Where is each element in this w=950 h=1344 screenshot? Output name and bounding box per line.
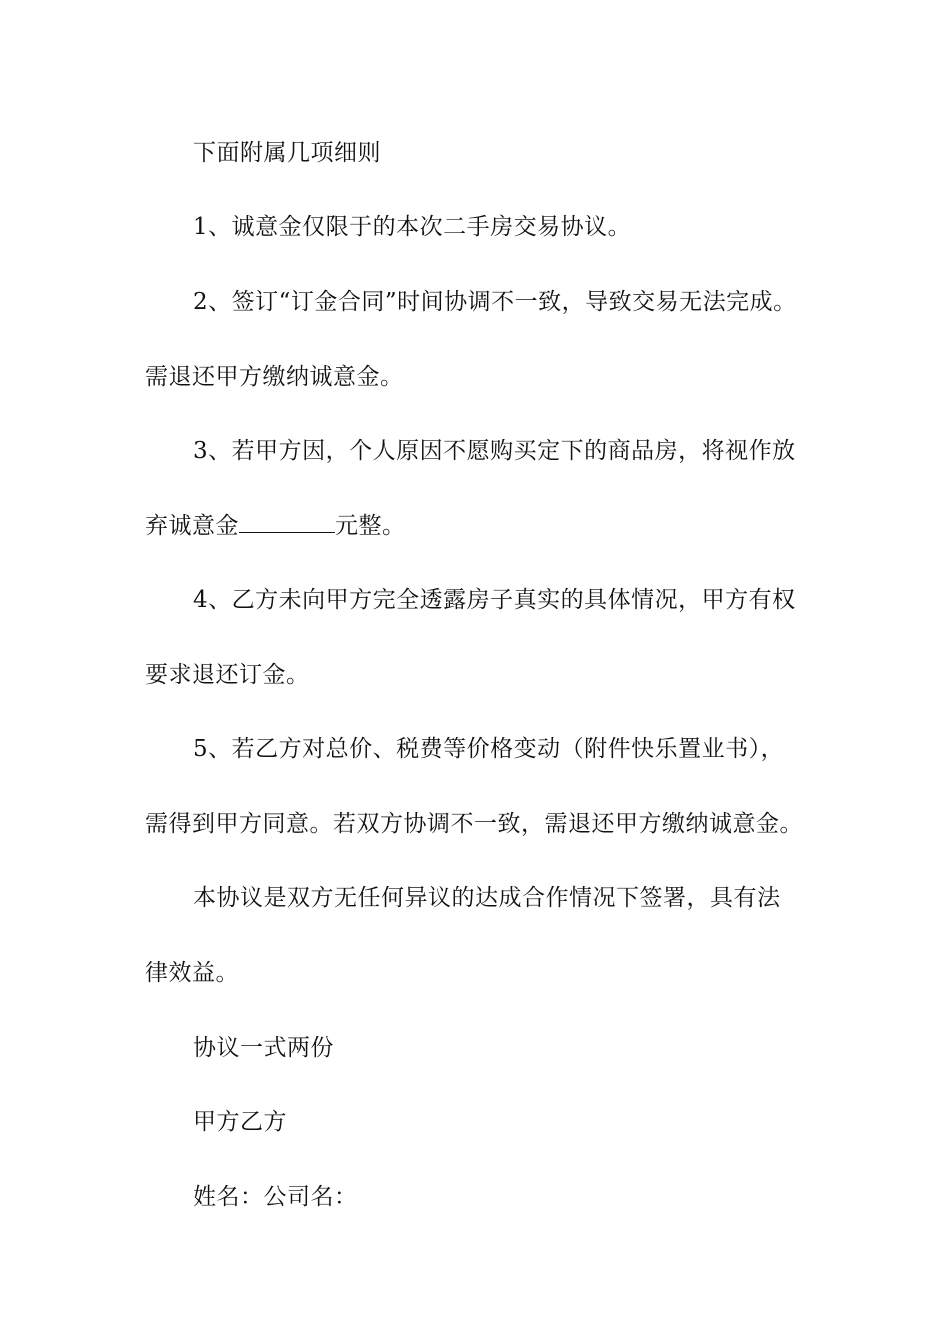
closing-line-1: 本协议是双方无任何异议的达成合作情况下签署，具有法 [193,885,781,911]
closing-line-2: 律效益。 [145,960,239,986]
signature-fields: 姓名：公司名： [193,1184,358,1210]
copies-statement: 协议一式两份 [193,1035,334,1061]
clause-2-line-1: 2、签订“订金合同”时间协调不一致，导致交易无法完成。 [193,289,797,315]
clause-4-line-2: 要求退还订金。 [145,662,310,688]
parties-label: 甲方乙方 [193,1109,287,1135]
clause-1: 1、诚意金仅限于的本次二手房交易协议。 [193,214,632,240]
clause-2-line-2: 需退还甲方缴纳诚意金。 [145,364,404,390]
section-heading: 下面附属几项细则 [193,140,381,166]
clause-5-line-1: 5、若乙方对总价、税费等价格变动（附件快乐置业书）， [193,736,785,762]
clause-3-line-2 [145,511,406,541]
clause-3-text-before-blank: 弃诚意金 [145,513,239,539]
clause-3-text-after-blank: 元整。 [335,513,406,539]
amount-blank-field [239,514,335,533]
clause-5-line-2: 需得到甲方同意。若双方协调不一致，需退还甲方缴纳诚意金。 [145,811,803,837]
clause-4-line-1: 4、乙方未向甲方完全透露房子真实的具体情况，甲方有权 [193,587,796,613]
clause-3-line-1: 3、若甲方因，个人原因不愿购买定下的商品房，将视作放 [193,438,796,464]
